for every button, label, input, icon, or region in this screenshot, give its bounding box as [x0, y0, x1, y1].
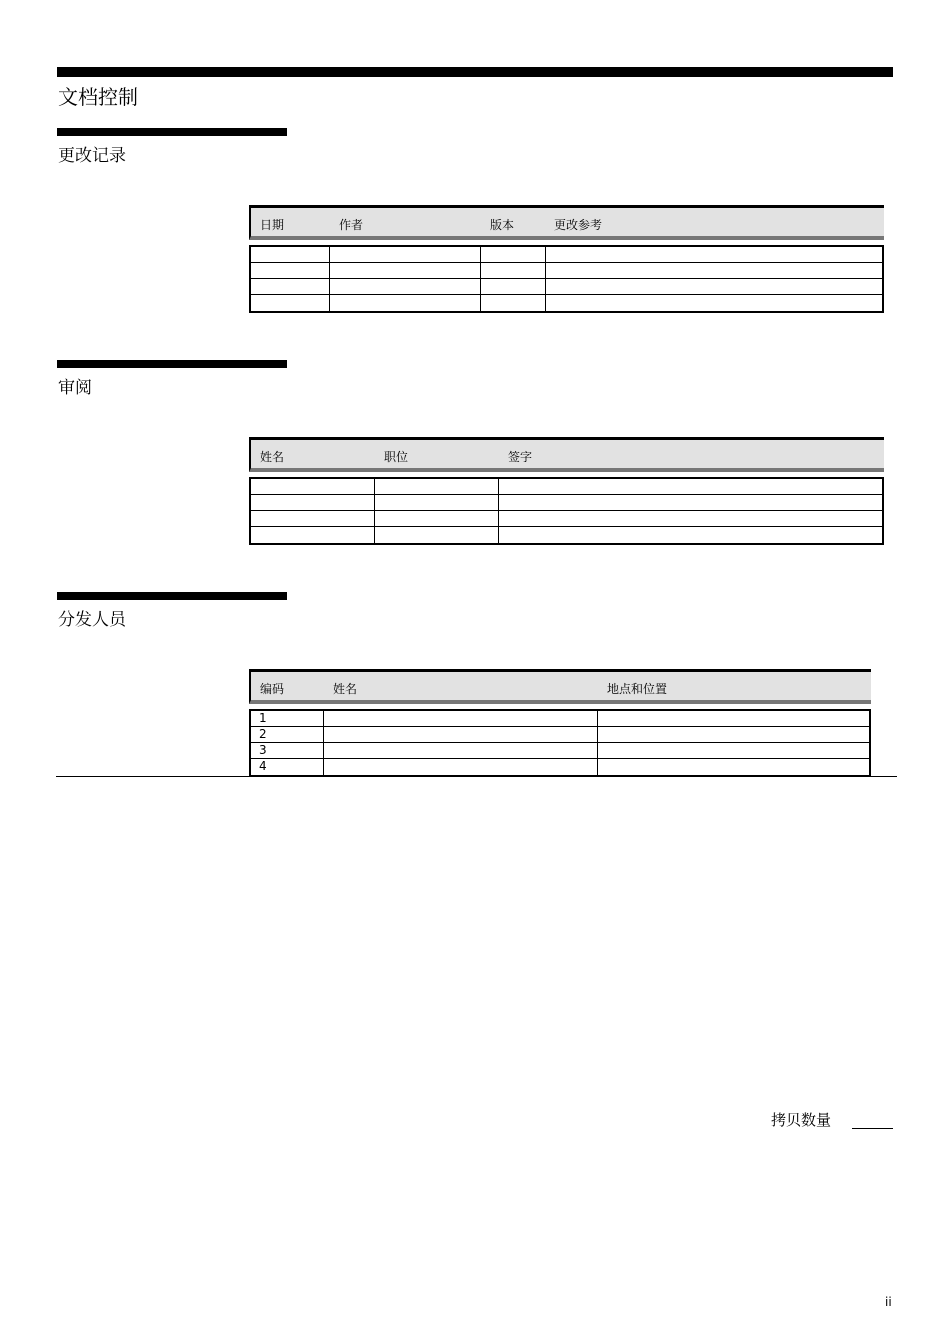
title-rule [57, 67, 893, 77]
section-bottom-rule [56, 776, 897, 777]
table-body [249, 477, 884, 545]
table-body [249, 709, 871, 777]
section-rule-distribution [57, 592, 287, 600]
table-row [251, 727, 869, 743]
review-table [249, 437, 884, 545]
column-divider [498, 479, 499, 543]
table-row [251, 263, 882, 279]
table-header [249, 669, 871, 704]
table-row [251, 479, 882, 495]
column-divider [329, 247, 330, 311]
section-rule-review [57, 360, 287, 368]
column-header: 姓名 [260, 450, 285, 464]
section-rule-change-record [57, 128, 287, 136]
section-heading-review: 审阅 [58, 378, 92, 398]
table-body [249, 245, 884, 313]
page-title: 文档控制 [58, 85, 138, 109]
column-header: 职位 [384, 450, 409, 464]
table-row [251, 279, 882, 295]
row-code: 1 [259, 711, 267, 725]
table-header [249, 205, 884, 240]
column-divider [374, 479, 375, 543]
column-header: 签字 [508, 450, 533, 464]
section-heading-distribution: 分发人员 [58, 610, 126, 630]
table-row [251, 247, 882, 263]
row-code: 3 [259, 743, 267, 757]
column-header: 姓名 [333, 682, 358, 696]
column-divider [597, 711, 598, 775]
table-row [251, 495, 882, 511]
column-header: 日期 [260, 218, 285, 232]
table-row [251, 527, 882, 543]
column-header: 作者 [339, 218, 364, 232]
column-header: 编码 [260, 682, 285, 696]
table-row [251, 511, 882, 527]
column-header: 版本 [490, 218, 515, 232]
column-header: 地点和位置 [607, 682, 668, 696]
copies-blank-line [852, 1128, 893, 1129]
table-header [249, 437, 884, 472]
column-header: 更改参考 [554, 218, 603, 232]
section-heading-change-record: 更改记录 [58, 146, 126, 166]
copies-label: 拷贝数量 [771, 1111, 832, 1129]
page-number: ii [885, 1295, 892, 1309]
table-row [251, 743, 869, 759]
change-record-table [249, 205, 884, 313]
column-divider [545, 247, 546, 311]
row-code: 4 [259, 759, 267, 773]
table-row [251, 295, 882, 311]
row-code: 2 [259, 727, 267, 741]
table-row [251, 711, 869, 727]
table-row [251, 759, 869, 775]
column-divider [480, 247, 481, 311]
column-divider [323, 711, 324, 775]
distribution-table [249, 669, 871, 777]
